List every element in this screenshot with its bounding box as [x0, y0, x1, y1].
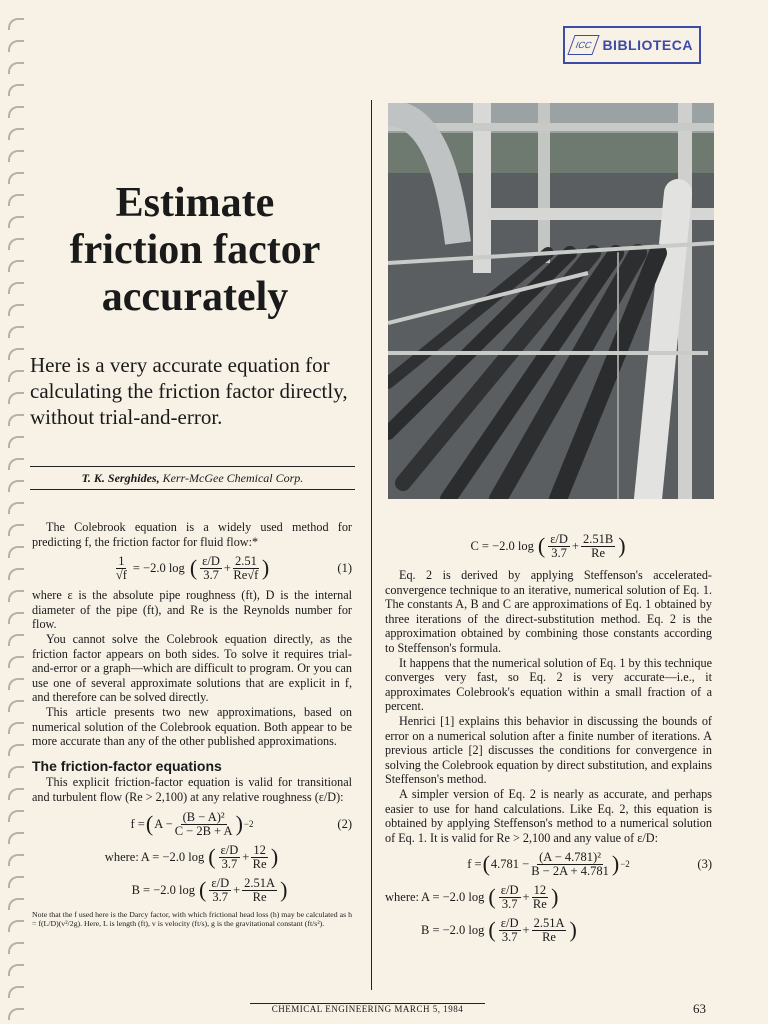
right-column — [385, 568, 712, 950]
eq2a-term1-denominator: 3.7 — [221, 856, 238, 871]
binder-hole — [8, 612, 24, 624]
eq2b-term1-denominator: 3.7 — [212, 889, 229, 904]
equation-3: f = ( 4.781 − $\frac{\text{(A − 4.781)²}}{B - 2A + 4.781}$ ) −2 (3) — [467, 850, 712, 879]
binder-hole — [8, 524, 24, 536]
eq2-exponent: −2 — [243, 818, 254, 829]
where-label: where: — [104, 849, 139, 864]
eq2b-term2-denominator: Re — [252, 889, 267, 904]
eq3b-lhs: B = −2.0 log — [421, 923, 485, 938]
binder-hole — [8, 700, 24, 712]
eq2c-term1-denominator: 3.7 — [551, 546, 567, 560]
equation-2b: B = −2.0 log ( $\frac{\varepsilon/D}{3.7}$ + $\frac{2.51A}{Re}$ ) — [131, 875, 288, 904]
eq2c-term2-numerator: 2.51B — [583, 532, 614, 546]
eq3b-term2-denominator: Re — [542, 930, 556, 945]
binder-hole — [8, 480, 24, 492]
eq3-numerator: (A − 4.781)² — [539, 850, 601, 865]
eq2c-lhs: C = −2.0 log — [470, 539, 534, 554]
binder-hole — [8, 766, 24, 778]
eq2-a: A − — [154, 816, 173, 831]
eq3a-term2-numerator: 12 — [533, 883, 547, 898]
eq3a-term2-denominator: Re — [532, 897, 547, 912]
binder-hole — [8, 106, 24, 118]
eq3-denominator: B − 2A + 4.781 — [531, 864, 609, 879]
equation-2a: where: A = −2.0 log ( $\frac{\varepsilon/D}{3.7}$ + $\frac{12}{Re}$ ) — [104, 842, 279, 871]
binder-hole — [8, 392, 24, 404]
binder-hole — [8, 590, 24, 602]
left-paragraph-5: This explicit friction-factor equation is valid for transitional and turbulent flow (Re > 2,100) at any relative roughness (ε/D): — [32, 775, 352, 804]
stamp-text: BIBLIOTECA — [602, 37, 693, 53]
binder-hole — [8, 326, 24, 338]
eq2a-term1-numerator: ε/D — [220, 842, 239, 857]
right-paragraph-3: Henrici [1] explains this behavior in discussing the bounds of error on a numerical solution after a finite number of iterations. A previous article [2] discusses the conditions for convergence in solving the Colebrook equation by direct substitution, and explains Steffenson's method. — [385, 713, 712, 787]
binder-hole — [8, 568, 24, 580]
equation-2c: C = −2.0 log ( $\frac{\varepsilon/D}{3.7}$ + $\frac{2.51B}{Re}$ ) — [470, 532, 626, 560]
eq2b-term2-numerator: 2.51A — [244, 875, 276, 890]
eq2a-term2-numerator: 12 — [253, 842, 266, 857]
binder-hole — [8, 238, 24, 250]
equation-2: f = ( A − $\frac{\text{(B − A)²}}{C - 2B + A}$ ) −2 (2) — [130, 809, 352, 838]
binder-hole — [8, 150, 24, 162]
eq2b-lhs: B = −2.0 log — [131, 882, 196, 897]
binder-hole — [8, 986, 24, 998]
where-label-right: where: — [385, 890, 420, 905]
eq2c-term1-numerator: ε/D — [550, 532, 568, 546]
eq3-exponent: −2 — [620, 859, 630, 870]
eq3b-term1-denominator: 3.7 — [501, 930, 518, 945]
byline-bottom-rule — [30, 489, 355, 490]
binder-hole — [8, 370, 24, 382]
binder-holes — [0, 0, 30, 1024]
title-line-2: friction factor — [69, 227, 321, 273]
binder-hole — [8, 1008, 24, 1020]
binder-hole — [8, 502, 24, 514]
equation-3b: B = −2.0 log ( $\frac{\varepsilon/D}{3.7}$ + $\frac{2.51A}{Re}$ ) — [421, 916, 577, 945]
right-paragraph-1: Eq. 2 is derived by applying Steffenson's accelerated-convergence technique to an iterative, numerical solution of Eq. 1. The constants A, B and C are approximations of Eq. 1 obtained by three iterations of the direct-substitution method. Eq. 2 is the approximation obtained by combining those constants according to Steffenson's formula. — [385, 568, 712, 655]
article-title — [30, 180, 360, 321]
eq3b-term1-numerator: ε/D — [500, 916, 519, 931]
binder-hole — [8, 744, 24, 756]
binder-hole — [8, 920, 24, 932]
title-line-1: Estimate — [115, 180, 275, 226]
eq2c-term2-denominator: Re — [591, 546, 606, 560]
eq2-denominator: C − 2B + A — [174, 823, 233, 838]
article-deck: Here is a very accurate equation for calculating the friction factor directly, without trial-and-error. — [30, 353, 348, 429]
binder-hole — [8, 348, 24, 360]
binder-hole — [8, 964, 24, 976]
equation-number-2: (2) — [337, 816, 352, 831]
byline-org: Kerr-McGee Chemical Corp. — [162, 471, 304, 485]
equation-number-1: (1) — [337, 561, 352, 576]
binder-hole — [8, 546, 24, 558]
eq3a-term1-denominator: 3.7 — [501, 897, 518, 912]
binder-hole — [8, 62, 24, 74]
eq2-numerator: (B − A)² — [182, 809, 225, 824]
binder-hole — [8, 656, 24, 668]
library-stamp — [563, 26, 701, 64]
binder-hole — [8, 854, 24, 866]
eq2a-term2-denominator: Re — [252, 856, 267, 871]
journal-footer: CHEMICAL ENGINEERING MARCH 5, 1984 — [271, 1004, 464, 1014]
left-paragraph-4: This article presents two new approximations, based on numerical solution of the Colebrook equation. Both appear to be more accurate than any of the other published approximations. — [32, 704, 352, 749]
binder-hole — [8, 832, 24, 844]
left-paragraph-3: You cannot solve the Colebrook equation directly, as the friction factor appears on both sides. To solve it requires trial-and-error or a graph—which are difficult to program. Or you can use one of several approximate solutions that are explicit in f, and therefore can be solved directly. — [32, 631, 352, 705]
binder-hole — [8, 172, 24, 184]
right-paragraph-4: A simpler version of Eq. 2 is nearly as accurate, and perhaps easier to use for hand calculations. Like Eq. 2, this equation is obtained by applying Steffenson's method to a numerical solution of Eq. 1. It is valid for Re > 2,100 and any value of ε/D: — [385, 786, 712, 845]
binder-hole — [8, 458, 24, 470]
equation-2c-container — [385, 527, 712, 566]
binder-hole — [8, 898, 24, 910]
binder-hole — [8, 304, 24, 316]
left-paragraph-1: The Colebrook equation is a widely used method for predicting f, the friction factor for fluid flow:* — [32, 520, 352, 549]
byline-author: T. K. Serghides, — [81, 471, 160, 485]
binder-hole — [8, 40, 24, 52]
byline-top-rule — [30, 466, 355, 467]
page-number: 63 — [693, 1001, 706, 1016]
footnote: Note that the f used here is the Darcy factor, with which frictional head loss (h) may be calculated as h = f(L/D)(v²/2g). Here, L is length (ft), v is velocity (ft/s), g is the gravitational constant (ft/s²). — [32, 909, 352, 928]
eq1-operator: = −2.0 log — [132, 561, 185, 576]
binder-hole — [8, 414, 24, 426]
eq2-lhs: f = — [130, 816, 145, 831]
binder-hole — [8, 216, 24, 228]
binder-hole — [8, 876, 24, 888]
eq2b-term1-numerator: ε/D — [211, 875, 230, 890]
eq1-term1-numerator: ε/D — [202, 554, 220, 569]
equation-1: $\frac{1}{√f}$ = −2.0 log ( $\frac{\varepsilon/D}{3.7}$ + $\frac{2.51}{Re√f}$ ) (1) — [115, 554, 352, 583]
left-paragraph-2: where ε is the absolute pipe roughness (ft), D is the internal diameter of the pipe (ft), and Re is the Reynolds number for flow. — [32, 588, 352, 632]
eq2a-lhs: A = −2.0 log — [140, 849, 205, 864]
eq3-a: 4.781 − — [490, 857, 530, 872]
eq3b-term2-numerator: 2.51A — [533, 916, 565, 931]
binder-hole — [8, 436, 24, 448]
equation-3a: where: A = −2.0 log ( $\frac{\varepsilon/D}{3.7}$ + $\frac{12}{Re}$ ) — [385, 883, 559, 912]
right-paragraph-2: It happens that the numerical solution of Eq. 1 by this technique converges very fast, so Eq. 2 is very accurate—i.e., it approximates Colebrook's equation within a small fraction of a percent. — [385, 655, 712, 714]
eq1-lhs-numerator: 1 — [118, 554, 125, 569]
binder-hole — [8, 260, 24, 272]
binder-hole — [8, 128, 24, 140]
column-divider — [371, 100, 372, 990]
pipe-rack-photo — [388, 103, 714, 499]
eq3a-term1-numerator: ε/D — [500, 883, 519, 898]
section-heading: The friction-factor equations — [32, 757, 222, 774]
binder-hole — [8, 18, 24, 30]
stamp-logo: ICC — [567, 35, 600, 55]
binder-hole — [8, 194, 24, 206]
binder-hole — [8, 84, 24, 96]
binder-hole — [8, 634, 24, 646]
binder-hole — [8, 722, 24, 734]
eq1-lhs-denominator: √f — [115, 568, 127, 583]
eq3a-lhs: A = −2.0 log — [421, 890, 485, 905]
equation-number-3: (3) — [697, 857, 712, 872]
eq1-term2-numerator: 2.51 — [234, 554, 257, 569]
left-column — [32, 520, 352, 928]
eq1-term2-denominator: Re√f — [233, 568, 259, 583]
pipe-rack-illustration — [388, 103, 714, 499]
eq1-term1-denominator: 3.7 — [203, 568, 219, 583]
binder-hole — [8, 282, 24, 294]
binder-hole — [8, 942, 24, 954]
title-line-3: accurately — [101, 274, 289, 320]
eq3-lhs: f = — [467, 857, 482, 872]
binder-hole — [8, 810, 24, 822]
binder-hole — [8, 788, 24, 800]
byline — [30, 471, 355, 486]
binder-hole — [8, 678, 24, 690]
